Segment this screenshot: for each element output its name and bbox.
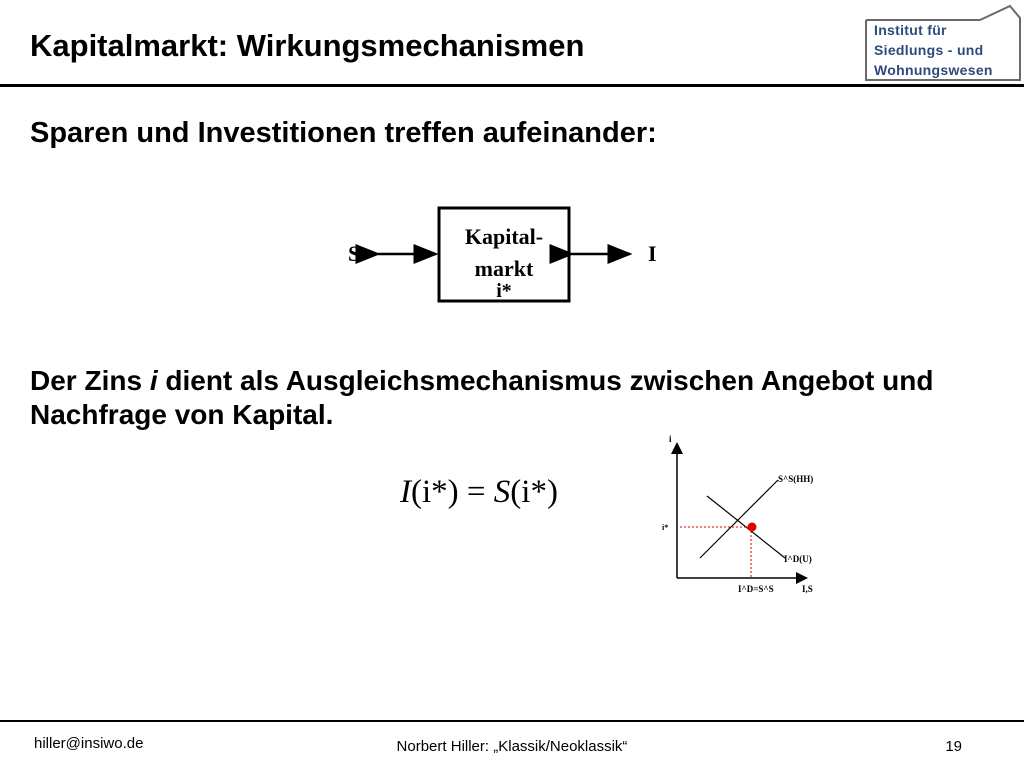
equilibrium-quantity-label: I^D=S^S [738,584,774,594]
investment-label: I [648,241,657,266]
equation-arg-left: (i*) [411,474,459,510]
capital-market-chart [650,430,850,605]
savings-label: S [348,241,361,266]
series-savings-line [700,480,778,558]
logo-line-3: Wohnungswesen [874,62,993,78]
equilibrium-point [748,523,757,532]
equation-S: S [493,474,511,510]
equation-arg-right: (i*) [510,474,558,510]
paragraph-italic-i: i [149,365,158,396]
box-line-2: markt [474,256,534,281]
box-line-3: i* [496,280,512,302]
footer-divider [0,720,1024,722]
investment-series-label: I^D(U) [784,554,812,564]
equation-I: I [400,474,411,510]
equilibrium-equation [400,474,558,511]
footer-email[interactable]: hiller@insiwo.de [34,735,144,752]
logo-line-1: Institut für [874,22,947,38]
equation-equals: = [466,474,486,510]
box-line-1: Kapital- [464,224,544,249]
logo-line-2: Siedlungs - und [874,42,984,58]
x-axis-label: I,S [802,584,813,594]
explanation-paragraph [30,364,1000,432]
capital-market-diagram [330,198,670,313]
paragraph-part-1: Der Zins [30,365,150,396]
footer-author-title: Norbert Hiller: „Klassik/Neoklassik“ [396,738,628,755]
savings-series-label: S^S(HH) [778,474,814,484]
page-number: 19 [945,738,962,755]
subheading: Sparen und Investitionen treffen aufeinander: [30,117,657,149]
paragraph-part-2: dient als Ausgleichsmechanismus zwischen Angebot und Nachfrage von Kapital. [30,365,934,430]
slide-title: Kapitalmarkt: Wirkungsmechanismen [30,28,585,63]
equilibrium-rate-label: i* [662,523,669,532]
institute-logo [862,0,1024,84]
y-axis-label: i [669,434,672,444]
title-divider [0,84,1024,87]
